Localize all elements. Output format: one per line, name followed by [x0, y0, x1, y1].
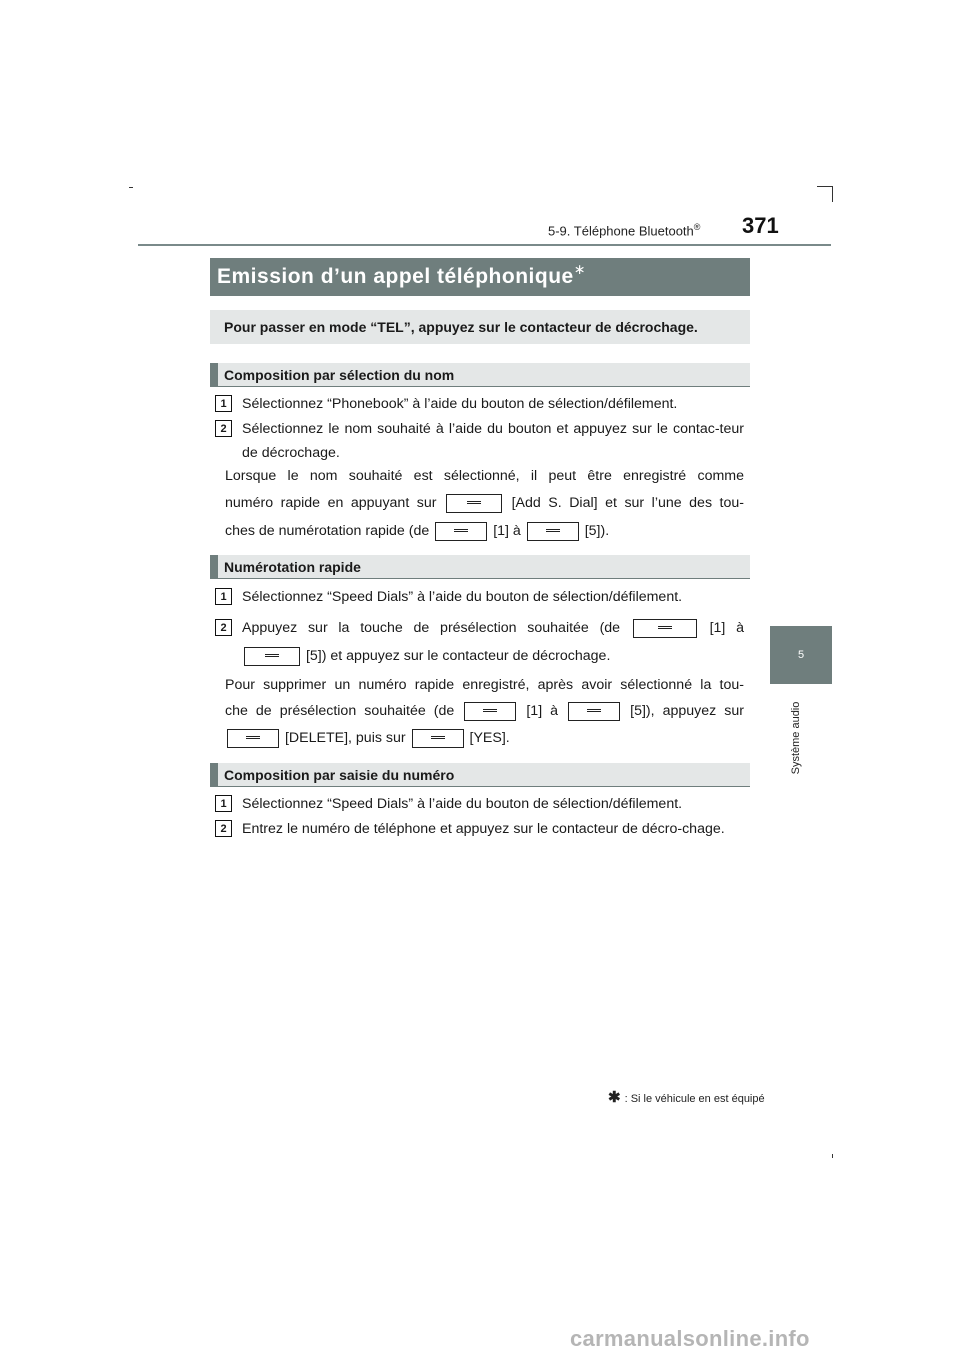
select-button-icon: [568, 702, 620, 721]
section-heading-speed-dial: Numérotation rapide: [210, 555, 750, 579]
registered-mark: ®: [693, 222, 701, 232]
page-number: 371: [742, 213, 779, 238]
note-text: [1] à: [526, 703, 559, 719]
asterisk-icon: ✱: [608, 1089, 621, 1106]
watermark: carmanualsonline.info: [570, 1326, 810, 1351]
note-text: [5]), appuyez sur: [630, 703, 744, 719]
step-text: Sélectionnez “Speed Dials” à l’aide du bouton de sélection/défilement.: [242, 796, 683, 812]
step-text: [242, 616, 744, 640]
select-button-icon: [633, 619, 697, 638]
page-title: [210, 258, 750, 296]
note-text: [YES].: [469, 730, 510, 746]
note-line: Lorsque le nom souhaité est sélectionné, il peut être enregistré comme: [225, 468, 744, 484]
step-text: Sélectionnez “Speed Dials” à l’aide du bouton de sélection/défilement.: [242, 589, 683, 605]
crop-mark-top-left: [129, 187, 133, 188]
running-header-section: 5-9. Téléphone Bluetooth: [548, 223, 694, 239]
step-text: Sélectionnez “Phonebook” à l’aide du bouton de sélection/défilement.: [242, 396, 678, 412]
intro-box: Pour passer en mode “TEL”, appuyez sur le contacteur de décrochage.: [210, 310, 750, 344]
note-line: [225, 726, 744, 750]
header-rule: [138, 244, 831, 246]
note-line: [225, 699, 744, 723]
step-text: Sélectionnez le nom souhaité à l’aide du bouton et appuyez sur le contac-teur de décrochage.: [242, 421, 744, 461]
note-text: ches de numérotation rapide (de: [225, 523, 430, 539]
section-heading-number-entry: Composition par saisie du numéro: [210, 763, 750, 787]
note-text: che de présélection souhaitée (de: [225, 703, 455, 719]
crop-mark-top-right-h: [817, 186, 833, 187]
select-button-icon: [244, 647, 300, 666]
footnote-text: : Si le véhicule en est équipé: [624, 1093, 765, 1105]
step-text-part: [1] à: [709, 620, 744, 636]
step-text: [242, 644, 744, 668]
chapter-label: [790, 692, 804, 784]
note-text: [DELETE], puis sur: [284, 730, 406, 746]
select-button-icon: [446, 494, 502, 513]
step-number: 1: [215, 395, 232, 412]
select-button-icon: [527, 522, 579, 541]
note-text: [5]).: [584, 523, 610, 539]
step-number: 2: [215, 619, 232, 636]
note-line: [225, 519, 744, 543]
note-text: numéro rapide en appuyant sur: [225, 495, 437, 511]
crop-mark-bottom-right: [832, 1154, 833, 1158]
step-number: 1: [215, 795, 232, 812]
step-number: 2: [215, 420, 232, 437]
title-asterisk: ∗: [573, 261, 586, 277]
select-button-icon: [464, 702, 516, 721]
select-button-icon: [412, 729, 464, 748]
footnote: [608, 1088, 765, 1106]
note-text: [Add S. Dial] et sur l’une des tou-: [511, 495, 745, 511]
crop-mark-top-right-v: [832, 186, 833, 202]
running-header: [548, 222, 700, 238]
step-number: 1: [215, 588, 232, 605]
step-text-part: [5]) et appuyez sur le contacteur de décrochage.: [305, 648, 611, 664]
page-title-text: Emission d’un appel téléphonique: [217, 265, 574, 288]
step-number: 2: [215, 820, 232, 837]
note-line: [225, 491, 744, 515]
note-line: Pour supprimer un numéro rapide enregistré, après avoir sélectionné la tou-: [225, 677, 744, 693]
chapter-label-text: Système audio: [790, 701, 802, 775]
note-text: [1] à: [493, 523, 521, 539]
select-button-icon: [435, 522, 487, 541]
select-button-icon: [227, 729, 279, 748]
section-heading-name-dial: Composition par sélection du nom: [210, 363, 750, 387]
chapter-tab: 5: [770, 626, 832, 684]
step-text: Entrez le numéro de téléphone et appuyez sur le contacteur de décro-chage.: [242, 821, 725, 837]
step-text-part: Appuyez sur la touche de présélection souhaitée (de: [242, 620, 621, 636]
